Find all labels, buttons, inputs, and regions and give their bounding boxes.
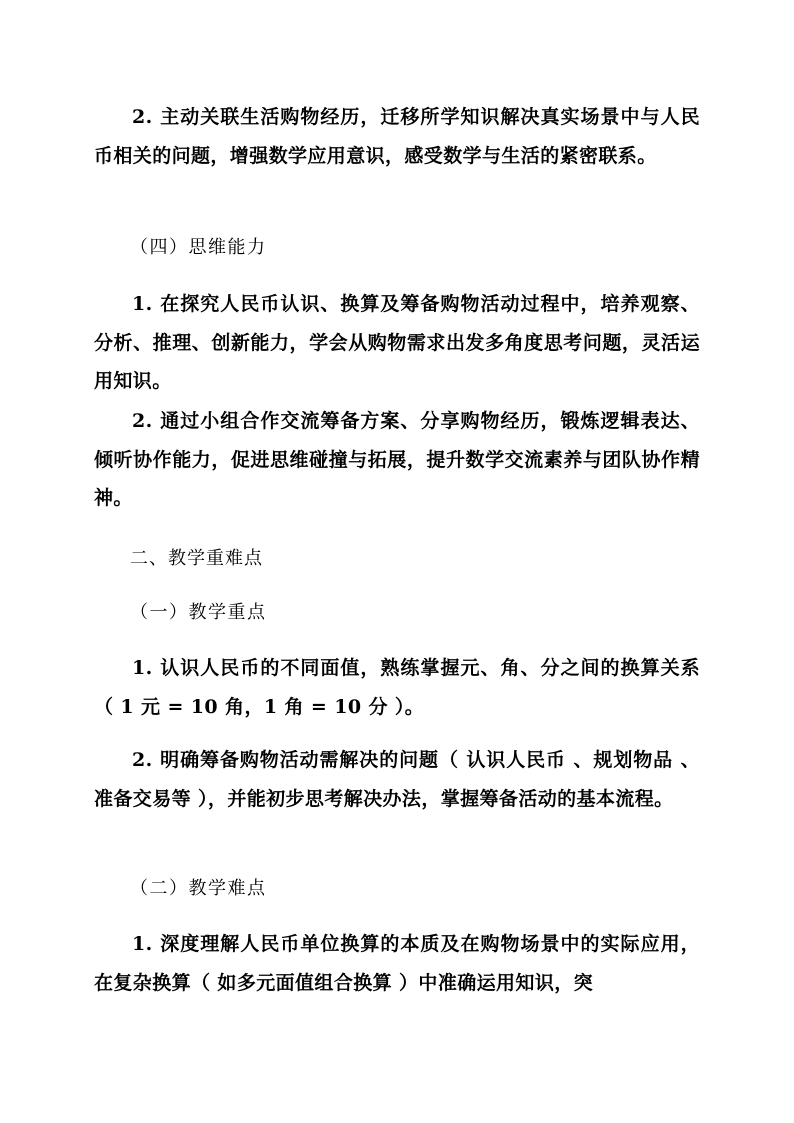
heading-teaching-difficulty: （二）教学难点 [130, 878, 267, 899]
paragraph-thinking-1: 1. 在探究人民币认识、换算及筹备购物活动过程中，培养观察、分析、推理、创新能力，学会从购物需求出发多角度思考问题，灵活运用知识。 [94, 293, 700, 392]
paragraph-thinking-2: 2. 通过小组合作交流筹备方案、分享购物经历，锻炼逻辑表达、倾听协作能力，促进思维碰撞与拓展，提升数学交流素养与团队协作精神。 [94, 410, 700, 509]
paragraph-focus-2: 2. 明确筹备购物活动需解决的问题（ 认识人民币 、规划物品 、准备交易等 ），并能初步思考解决办法，掌握筹备活动的基本流程。 [94, 749, 700, 810]
paragraph-application-awareness: 2. 主动关联生活购物经历，迁移所学知识解决真实场景中与人民币相关的问题，增强数学应用意识，感受数学与生活的紧密联系。 [94, 106, 700, 167]
heading-key-difficult-points: 二、教学重难点 [130, 548, 263, 569]
heading-teaching-focus: （一）教学重点 [130, 602, 267, 623]
paragraph-difficulty-1: 1. 深度理解人民币单位换算的本质及在购物场景中的实际应用，在复杂换算（ 如多元面值组合换算 ）中准确运用知识，突 [94, 933, 700, 994]
paragraph-focus-1: 1. 认识人民币的不同面值，熟练掌握元、角、分之间的换算关系（ 1 元 = 10 角，1 角 = 10 分 ）。 [94, 657, 700, 718]
heading-thinking-ability: （四）思维能力 [130, 237, 267, 258]
